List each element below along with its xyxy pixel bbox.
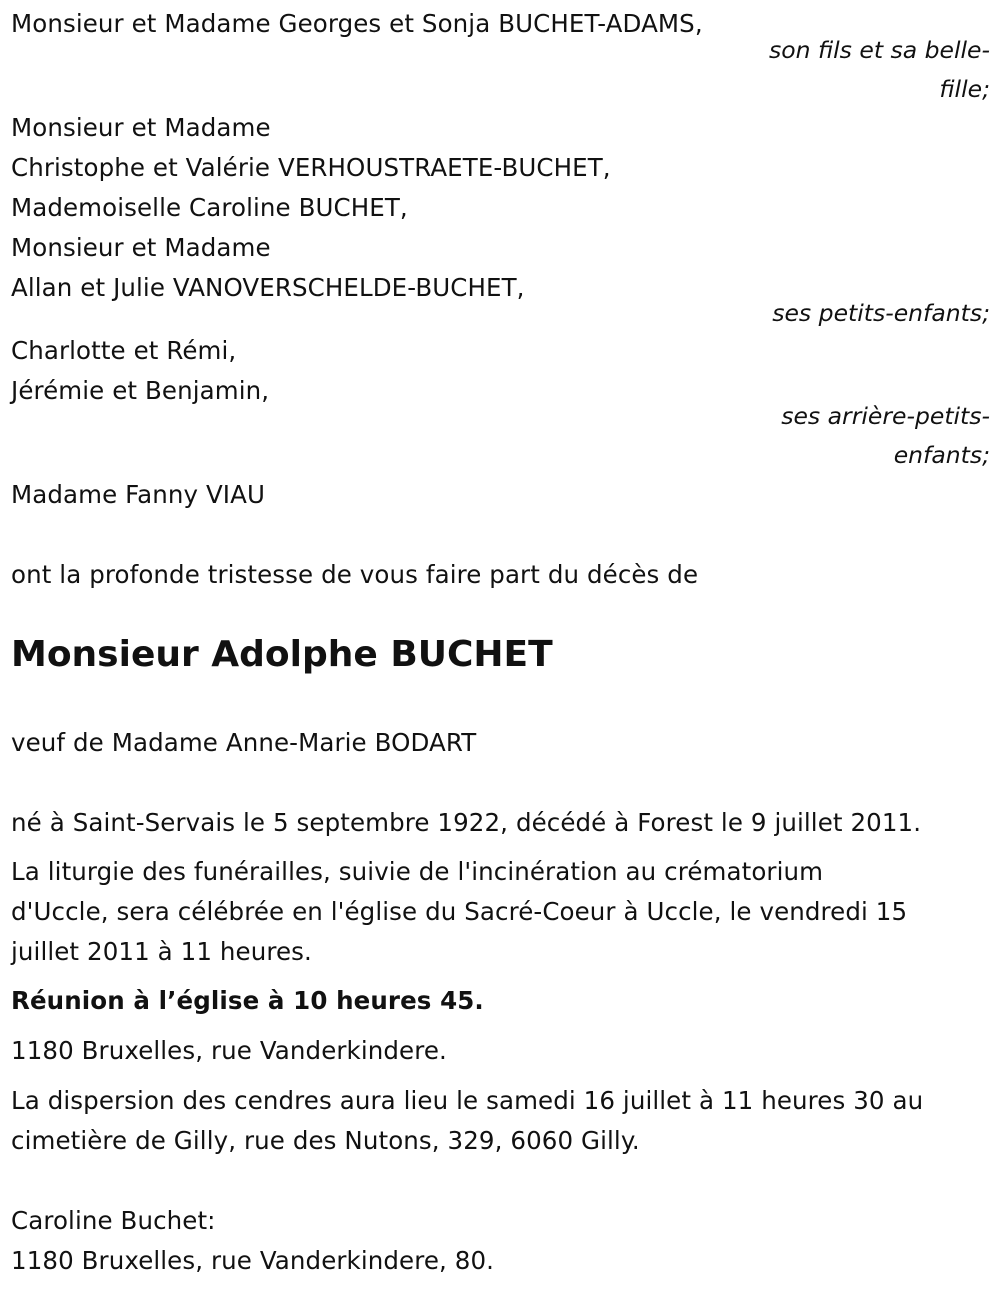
- contact-address: 1180 Bruxelles, rue Vanderkindere, 80.: [11, 1246, 495, 1275]
- grandchild-line: Mademoiselle Caroline BUCHET,: [11, 193, 408, 222]
- announcement-text: ont la profonde tristesse de vous faire part du décès de: [11, 560, 699, 589]
- liturgy-line: juillet 2011 à 11 heures.: [11, 937, 312, 966]
- dispersion-line: cimetière de Gilly, rue des Nutons, 329, 6060 Gilly.: [11, 1126, 640, 1155]
- great-grandchild-line: Charlotte et Rémi,: [11, 336, 237, 365]
- liturgy-line: La liturgie des funérailles, suivie de l'incinération au crématorium: [11, 857, 824, 886]
- grandchildren-relation: ses petits-enfants;: [772, 299, 990, 327]
- ceremony-address: 1180 Bruxelles, rue Vanderkindere.: [11, 1036, 447, 1065]
- birth-death: né à Saint-Servais le 5 septembre 1922, décédé à Forest le 9 juillet 2011.: [11, 808, 922, 837]
- contact-name: Caroline Buchet:: [11, 1206, 216, 1235]
- liturgy-line: d'Uccle, sera célébrée en l'église du Sacré-Coeur à Uccle, le vendredi 15: [11, 897, 908, 926]
- grandchild-line: Christophe et Valérie VERHOUSTRAETE-BUCHET,: [11, 153, 611, 182]
- deceased-name: Monsieur Adolphe BUCHET: [11, 634, 553, 675]
- son-relation-1: son fils et sa belle-: [768, 36, 990, 64]
- grandchild-line: Monsieur et Madame: [11, 113, 271, 142]
- widower-of: veuf de Madame Anne-Marie BODART: [11, 728, 477, 757]
- great-grandchild-line: Jérémie et Benjamin,: [11, 376, 270, 405]
- dispersion-line: La dispersion des cendres aura lieu le samedi 16 juillet à 11 heures 30 au: [11, 1086, 924, 1115]
- grandchild-line: Allan et Julie VANOVERSCHELDE-BUCHET,: [11, 273, 525, 302]
- great-grandchildren-relation-1: ses arrière-petits-: [781, 402, 990, 430]
- other-relative: Madame Fanny VIAU: [11, 480, 266, 509]
- son-line: Monsieur et Madame Georges et Sonja BUCHET-ADAMS,: [11, 9, 703, 38]
- meeting-time: Réunion à l’église à 10 heures 45.: [11, 986, 484, 1015]
- great-grandchildren-relation-2: enfants;: [893, 441, 990, 469]
- son-relation-2: fille;: [939, 75, 990, 103]
- grandchild-line: Monsieur et Madame: [11, 233, 271, 262]
